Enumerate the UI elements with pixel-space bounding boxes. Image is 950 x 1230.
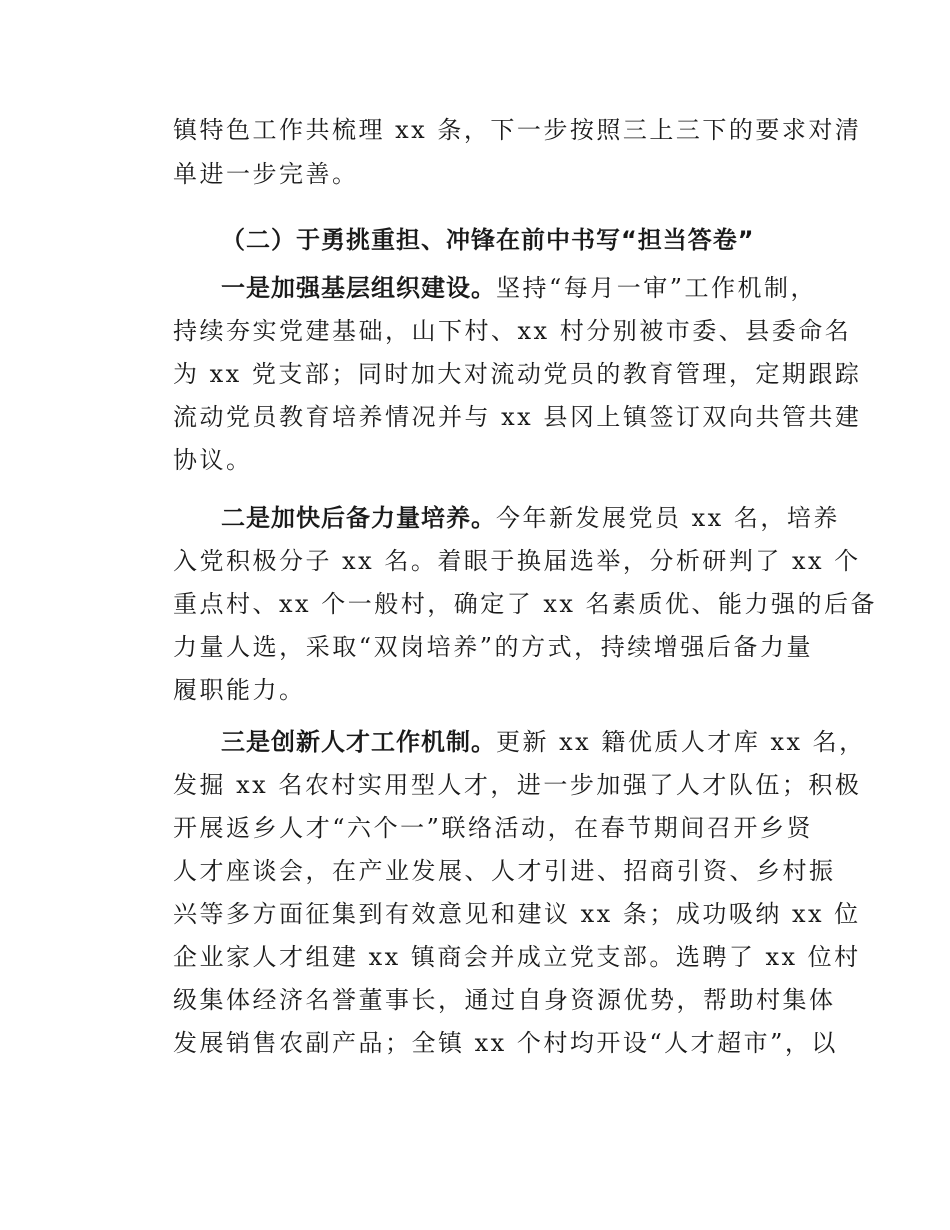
body-line: 镇特色工作共梳理 xx 条，下一步按照三上三下的要求对清 bbox=[173, 116, 862, 144]
body-line: 为 xx 党支部；同时加大对流动党员的教育管理，定期跟踪 bbox=[173, 360, 862, 388]
body-line: 企业家人才组建 xx 镇商会并成立党支部。选聘了 xx 位村 bbox=[173, 943, 861, 971]
body-line: 级集体经济名誉董事长，通过自身资源优势，帮助村集体 bbox=[173, 986, 836, 1014]
paragraph-lead: 二是加快后备力量培养。 bbox=[221, 504, 496, 532]
body-line: 协议。 bbox=[173, 446, 253, 474]
paragraph-first-line bbox=[221, 720, 866, 764]
body-line: 兴等多方面征集到有效意见和建议 xx 条；成功吸纳 xx 位 bbox=[173, 900, 861, 928]
paragraph-text: 坚持“每月一审”工作机制， bbox=[496, 274, 818, 302]
paragraph-text: 今年新发展党员 xx 名，培养 bbox=[496, 504, 840, 532]
paragraph-lead: 三是创新人才工作机制。 bbox=[221, 728, 496, 756]
paragraph-lead: 一是加强基层组织建设。 bbox=[221, 274, 496, 302]
body-line: 单进一步完善。 bbox=[173, 160, 359, 188]
body-line: 发掘 xx 名农村实用型人才，进一步加强了人才队伍；积极 bbox=[173, 771, 862, 799]
body-line: 持续夯实党建基础，山下村、xx 村分别被市委、县委命名 bbox=[173, 317, 852, 345]
body-line: 入党积极分子 xx 名。着眼于换届选举，分析研判了 xx 个 bbox=[173, 547, 861, 575]
body-line: 流动党员教育培养情况并与 xx 县冈上镇签订双向共管共建 bbox=[173, 403, 862, 431]
paragraph-first-line bbox=[221, 496, 840, 540]
body-line: 力量人选，采取“双岗培养”的方式，持续增强后备力量 bbox=[173, 633, 813, 661]
body-line: 开展返乡人才“六个一”联络活动，在春节期间召开乡贤 bbox=[173, 814, 813, 842]
body-line: 人才座谈会，在产业发展、人才引进、招商引资、乡村振 bbox=[173, 857, 836, 885]
paragraph-first-line bbox=[221, 266, 818, 310]
body-line: 履职能力。 bbox=[173, 676, 306, 704]
body-line: 发展销售农副产品；全镇 xx 个村均开设“人才超市”，以 bbox=[173, 1029, 838, 1057]
paragraph-text: 更新 xx 籍优质人才库 xx 名， bbox=[496, 728, 866, 756]
section-heading: （二）于勇挑重担、冲锋在前中书写“担当答卷” bbox=[221, 226, 755, 254]
body-line: 重点村、xx 个一般村，确定了 xx 名素质优、能力强的后备 bbox=[173, 590, 878, 618]
